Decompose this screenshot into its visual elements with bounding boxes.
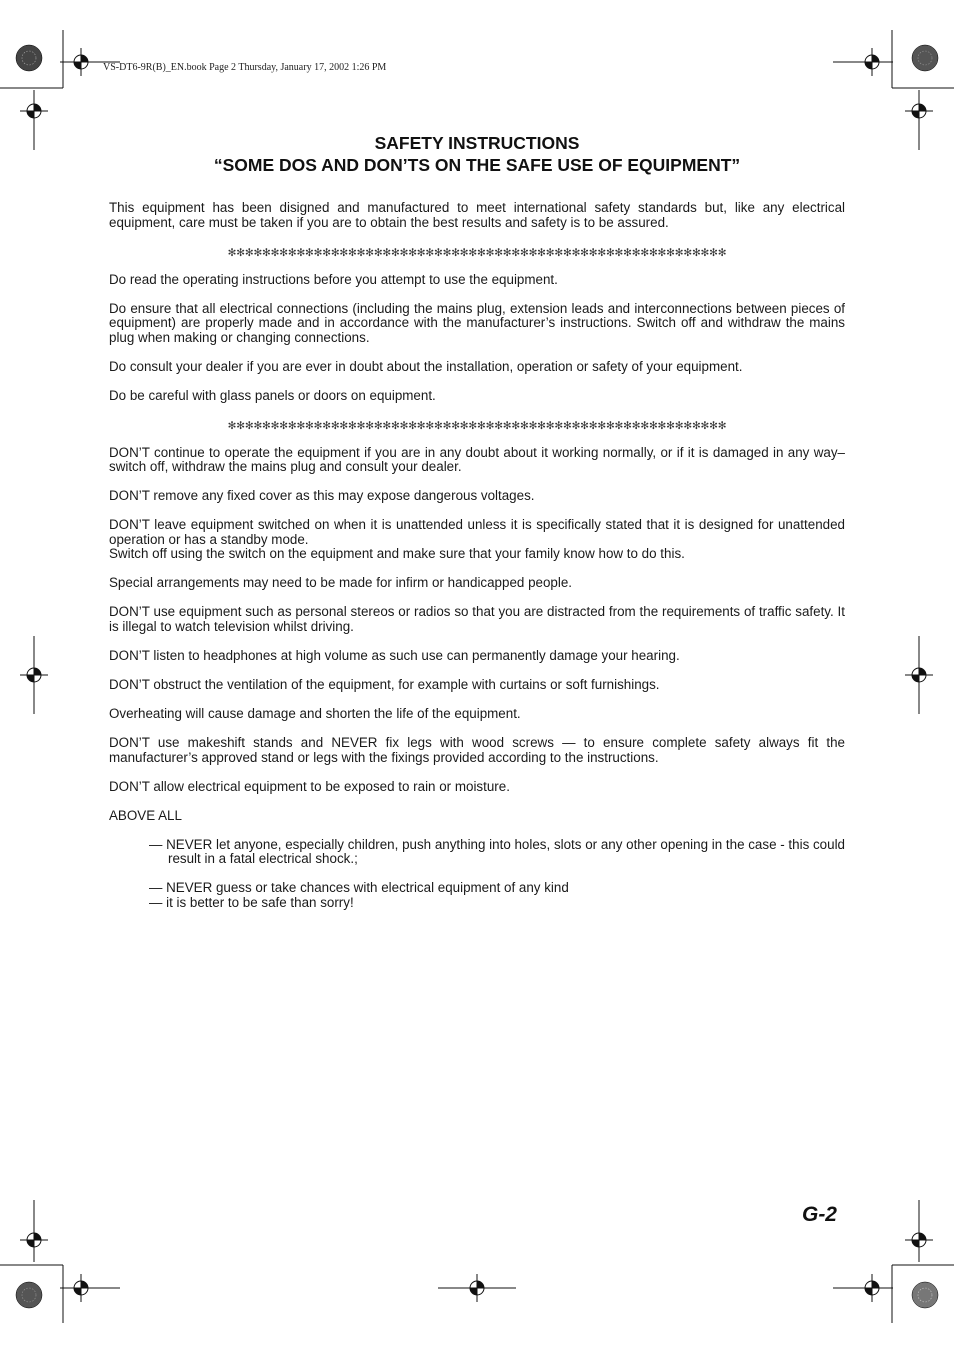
asterisk-separator: ✻✻✻✻✻✻✻✻✻✻✻✻✻✻✻✻✻✻✻✻✻✻✻✻✻✻✻✻✻✻✻✻✻✻✻✻✻✻✻✻✻✻✻✻✻✻✻✻✻✻✻✻✻✻✻✻✻✻ — [227, 246, 727, 259]
dont-paragraph: Overheating will cause damage and shorten the life of the equipment. — [109, 705, 521, 721]
do-paragraph: Do ensure that all electrical connections (including the mains plug, extension leads and interconnections between pieces of equipment) are properly made and in accordance with the manufacturer’s instructions. Switch off and withdraw the mains plug when making or changing connections. — [109, 300, 845, 345]
above-all-list — [149, 838, 845, 911]
dont-paragraph: DON’T continue to operate the equipment if you are in any doubt about it working normally, or if it is damaged in any way–switch off, withdraw the mains plug and consult your dealer. — [109, 444, 845, 475]
dont-paragraph: DON’T remove any fixed cover as this may expose dangerous voltages. — [109, 488, 535, 504]
asterisk-separator: ✻✻✻✻✻✻✻✻✻✻✻✻✻✻✻✻✻✻✻✻✻✻✻✻✻✻✻✻✻✻✻✻✻✻✻✻✻✻✻✻✻✻✻✻✻✻✻✻✻✻✻✻✻✻✻✻✻✻ — [227, 419, 727, 432]
page-number: G-2 — [801, 1203, 837, 1226]
dont-paragraph: DON’T allow electrical equipment to be exposed to rain or moisture. — [109, 778, 510, 794]
dont-paragraph: Special arrangements may need to be made for infirm or handicapped people. — [109, 575, 572, 591]
corner-burst-bottom-right — [912, 1282, 938, 1308]
do-paragraph: Do consult your dealer if you are ever in doubt about the installation, operation or safety of your equipment. — [109, 358, 743, 374]
page-subtitle: “SOME DOS AND DON’TS ON THE SAFE USE OF EQUIPMENT” — [213, 155, 741, 175]
document-body — [109, 201, 845, 924]
corner-burst-top-left — [16, 45, 42, 71]
list-item: — it is better to be safe than sorry! — [149, 894, 354, 910]
above-all-heading: ABOVE ALL — [109, 807, 182, 823]
dont-paragraph: DON’T obstruct the ventilation of the equipment, for example with curtains or soft furnishings. — [109, 676, 660, 692]
corner-burst-top-right — [912, 45, 938, 71]
unattended-paragraph — [109, 518, 845, 562]
dont-paragraph: DON’T use makeshift stands and NEVER fix legs with wood screws — to ensure complete safety always fit the manufacturer’s approved stand or legs with the fixings provided according to the instructions. — [109, 734, 845, 765]
do-paragraph: Do read the operating instructions before you attempt to use the equipment. — [109, 271, 558, 287]
list-item: — NEVER guess or take chances with electrical equipment of any kind — [149, 880, 569, 896]
unattended-line-1: DON’T leave equipment switched on when it is unattended unless it is specifically stated that it is designed for unattended operation or has a standby mode. — [109, 517, 845, 547]
dont-paragraph: DON’T use equipment such as personal stereos or radios so that you are distracted from the requirements of traffic safety. It is illegal to watch television whilst driving. — [109, 604, 845, 635]
print-header-file-info: VS-DT6-9R(B)_EN.book Page 2 Thursday, January 17, 2002 1:26 PM — [103, 62, 387, 73]
page-title: SAFETY INSTRUCTIONS — [374, 133, 580, 153]
list-item: — NEVER let anyone, especially children, push anything into holes, slots or any other opening in the case - this could result in a fatal electrical shock.; — [149, 836, 845, 867]
unattended-line-2: Switch off using the switch on the equipment and make sure that your family know how to do this. — [109, 546, 685, 562]
do-paragraph: Do be careful with glass panels or doors on equipment. — [109, 387, 436, 403]
dont-paragraph: DON’T listen to headphones at high volume as such use can permanently damage your hearing. — [109, 648, 680, 663]
corner-burst-bottom-left — [16, 1282, 42, 1308]
intro-paragraph: This equipment has been disigned and manufactured to meet international safety standards but, like any electrical equipment, care must be taken if you are to obtain the best results and safety is to be assured. — [109, 200, 845, 230]
